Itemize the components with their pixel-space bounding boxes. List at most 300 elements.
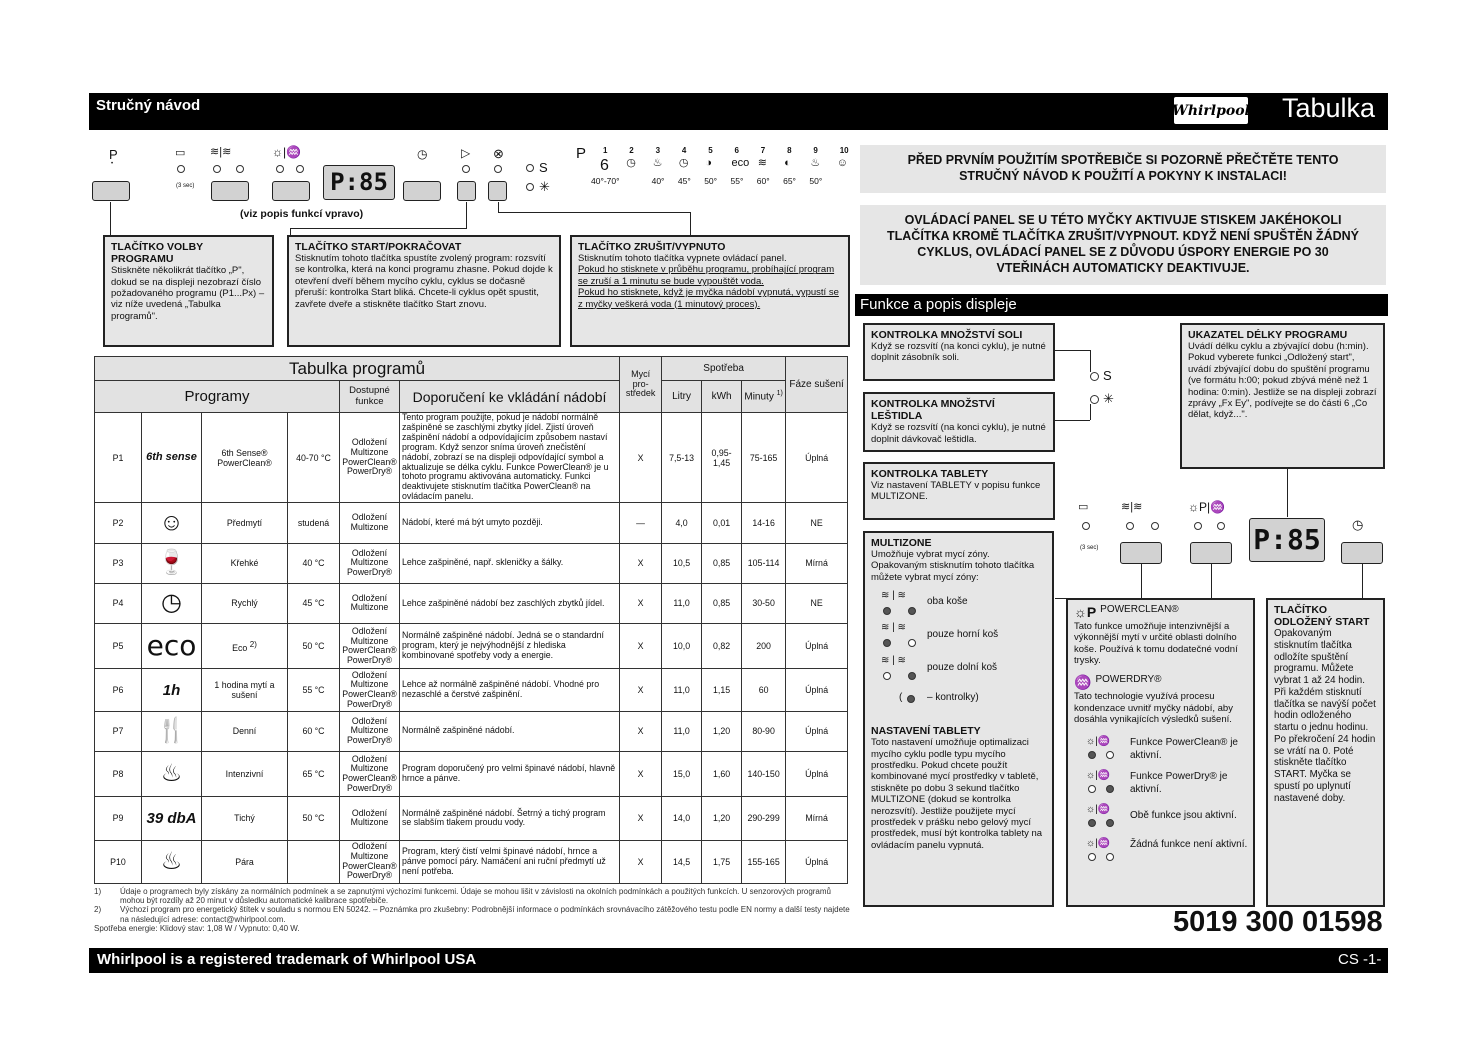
none-state-label: Žádná funkce není aktivní. xyxy=(1130,839,1248,851)
program-kwh: 0,85 xyxy=(702,543,742,583)
tablet-set-text: Toto nastavení umožňuje optimalizaci mycího cyklu podle typu mycího prostředku. Pokud chcete použít kombinované mycí prostředky v tabletě, stiskněte po dobu 3 sekund tlačítko MULTIZONE (dokud se kontrolka nerozsvítí). Jestliže použijete mycí prostředek v prášku nebo gelový mycí prostředek, musí být kontrolka tablety na ovládacím panelu vypnutá. xyxy=(871,737,1043,851)
pd-state-label: Funkce PowerDry® je aktivní. xyxy=(1130,771,1228,795)
multizone-icon: ≋|≋ xyxy=(210,146,232,158)
program-icon xyxy=(142,413,202,503)
multizone-button[interactable] xyxy=(211,181,249,201)
salt-icon-small: S xyxy=(539,160,548,175)
pd-state-led-2 xyxy=(1106,785,1114,793)
multizone-led-right-2 xyxy=(1151,522,1159,530)
warning-1-text: PŘED PRVNÍM POUŽITÍM SPOTŘEBIČE SI POZORNĚ PŘEČTĚTE TENTO STRUČNÝ NÁVOD K POUŽITÍ A POKYNY K INSTALACI! xyxy=(907,153,1339,183)
power-info xyxy=(1066,598,1255,907)
program-table xyxy=(94,356,848,884)
program-name xyxy=(202,543,288,583)
mz-both-led-2 xyxy=(908,607,916,615)
col-recommend: Doporučení ke vkládání nádobí xyxy=(400,381,620,413)
connector-program xyxy=(110,202,111,235)
program-description: Tento program použijte, pokud je nádobí normálně zašpiněné se zaschlými zbytky jídel. Zjistí úroveň zašpinění nádobí a odpovídajícím způsobem nastaví program. Když senzor sníma úroveň zneči̇stění nádobí, zobrazí se na displeji odpovídající symbol a aktualizuje se délka cyklu. Funkce PowerClean® je u tohoto programu aktivována automaticky. Funkci deaktivujete stisknutím tlačítka PowerClean® na ovládacím panelu. xyxy=(400,413,620,503)
multizone-led-2 xyxy=(236,165,244,173)
program-detergent: X xyxy=(620,840,662,883)
program-icon xyxy=(142,583,202,623)
legend-number: 4 xyxy=(681,146,687,155)
cancel-info-text-2: Pokud ho stisknete v průběhu programu, probíhající program se zruší a 1 minutu se bude vypouštět voda. xyxy=(578,264,835,287)
brand-logo-text: Whirlpool xyxy=(1172,102,1250,119)
powerclean-info-title: POWERCLEAN® xyxy=(1100,604,1179,615)
rinse-icon: ✳ xyxy=(1103,391,1114,406)
cancel-info-text-3: Pokud ho stisknete, když je myčka nádobí vypnutá, vypustí se z myčky veškerá voda (1 minutový proces). xyxy=(578,287,839,310)
program-functions: Odložení Multizone PowerDry® xyxy=(340,711,400,751)
salt-info xyxy=(863,323,1055,381)
start-led xyxy=(462,165,470,173)
col-phase: Fáze sušení xyxy=(786,357,848,413)
program-row xyxy=(95,543,848,583)
program-name xyxy=(202,751,288,796)
program-number: P2 xyxy=(95,503,142,543)
program-liters: 11,0 xyxy=(662,711,702,751)
program-phase: Úplná xyxy=(786,669,848,711)
program-label: P xyxy=(109,147,118,162)
col-programs: Programy xyxy=(95,381,340,413)
delay-connector xyxy=(1362,564,1363,598)
program-icon-glyph: ♨ xyxy=(160,847,183,875)
program-detergent: X xyxy=(620,583,662,623)
none-state-led-2 xyxy=(1106,853,1114,861)
program-icon xyxy=(142,711,202,751)
program-number: P6 xyxy=(95,669,142,711)
program-name xyxy=(202,413,288,503)
program-temp: 45 °C xyxy=(288,583,340,623)
program-icon-glyph: 6th sense xyxy=(146,451,197,464)
multizone-button-right[interactable] xyxy=(1120,542,1162,564)
program-detergent: X xyxy=(620,669,662,711)
program-phase: Úplná xyxy=(786,624,848,669)
tablet-icon-right: ▭ xyxy=(1078,501,1089,513)
footnotes xyxy=(94,887,851,933)
program-number: P4 xyxy=(95,583,142,623)
program-button[interactable] xyxy=(92,181,130,201)
salt-icon: S xyxy=(1103,368,1112,383)
program-liters: 15,0 xyxy=(662,751,702,796)
legend-temp: 55° xyxy=(730,176,744,186)
program-info-text: Stiskněte několikrát tlačítko „P", dokud se na displeji nezobrazí číslo požadovaného programu (P1...Px) – viz níže uvedená „Tabulka programů". xyxy=(111,265,265,322)
program-icon xyxy=(142,669,202,711)
program-number: P8 xyxy=(95,751,142,796)
powerdry-led-right xyxy=(1217,522,1225,530)
program-phase: Úplná xyxy=(786,711,848,751)
program-icon-glyph: 1h xyxy=(162,681,181,699)
program-name xyxy=(202,669,288,711)
delay-icon: ◷ xyxy=(417,147,428,161)
cancel-button-info xyxy=(570,235,850,347)
program-temp: 40 °C xyxy=(288,543,340,583)
program-temp xyxy=(288,840,340,883)
powerclean-led xyxy=(276,165,284,173)
program-row xyxy=(95,413,848,503)
program-button-info xyxy=(103,235,274,347)
connector-cancel-v xyxy=(690,212,691,235)
salt-info-text: Když se rozsvítí (na konci cyklu), je nutné doplnit zásobník soli. xyxy=(871,341,1046,364)
connector-start-h xyxy=(290,228,467,229)
powerclean-icon: ☼|♒ xyxy=(272,145,302,159)
functions-title: Funkce a popis displeje xyxy=(860,296,1017,313)
legend-program-icon: ≋ xyxy=(757,157,768,169)
program-name xyxy=(202,711,288,751)
program-description: Lehce zašpiněné nádobí bez zaschlých zbytků jídel. xyxy=(400,583,620,623)
delay-info-text: Opakovaným stisknutím tlačítka odložíte spuštění programu. Můžete vybrat 1 až 24 hodin. Při každém stisknutí tlačítka se navýší počet hodin odloženého startu o jednu hodinu. Po překročení 24 hodin se vrátí na 0. Poté stiskněte tlačítko START. Myčka se spustí po uplynutí nastavené doby. xyxy=(1274,628,1376,804)
mz-upper-label: pouze horní koš xyxy=(927,629,999,641)
program-temp: 60 °C xyxy=(288,711,340,751)
program-row xyxy=(95,503,848,543)
footer-trademark: Whirlpool is a registered trademark of Whirlpool USA xyxy=(97,951,477,968)
hint-text: (viz popis funkcí vpravo) xyxy=(240,208,364,220)
legend-program-icon: ☺ xyxy=(836,157,848,169)
program-phase: Mírná xyxy=(786,543,848,583)
legend-temp: 45° xyxy=(677,176,691,186)
program-icon-glyph: 🍴 xyxy=(156,717,187,745)
program-functions: Odložení Multizone PowerDry® xyxy=(340,543,400,583)
program-kwh: 1,15 xyxy=(702,669,742,711)
program-description: Nádobí, které má být umyto později. xyxy=(400,503,620,543)
program-temp: 55 °C xyxy=(288,669,340,711)
col-minutes-sup: 1) xyxy=(776,390,783,398)
program-liters: 7,5-13 xyxy=(662,413,702,503)
program-row xyxy=(95,583,848,623)
program-icon-glyph: ☺ xyxy=(159,508,184,536)
program-functions: Odložení Multizone PowerClean® PowerDry® xyxy=(340,840,400,883)
multizone-info-title: MULTIZONE xyxy=(871,537,932,549)
legend-program-icon: ♨ xyxy=(810,157,821,169)
legend-number: 10 xyxy=(839,146,849,155)
legend-program-icon: eco xyxy=(731,157,750,169)
footnote-1-label: 1) xyxy=(94,887,102,896)
mz-legend-label: – kontrolky) xyxy=(927,692,979,704)
legend-program-icon: ◷ xyxy=(678,157,689,169)
pc-state-label: Funkce PowerClean® je aktivní. xyxy=(1130,737,1238,761)
program-description: Normálně zašpiněné nádobí. Jedná se o standardní program, který je nejvýhodnější z hlediska kombinované spotřeby vody a energie. xyxy=(400,624,620,669)
program-temp: 50 °C xyxy=(288,624,340,669)
legend-program-icon: 6 xyxy=(600,157,609,174)
program-kwh: 0,82 xyxy=(702,624,742,669)
start-info-title: TLAČÍTKO START/POKRAČOVAT xyxy=(295,241,462,253)
warning-2-text: OVLÁDACÍ PANEL SE U TÉTO MYČKY AKTIVUJE STISKEM JAKÉHOKOLI TLAČÍTKA KROMĚ TLAČÍTKA ZRUŠIT/VYPNOUT. KDYŽ NENÍ SPUŠTĚN ŽÁDNÝ CYKLUS, OVLÁDACÍ PANEL SE Z DŮVODU ÚSPORY ENERGIE PO 30 VTEŘINÁCH AUTOMATICKY DEAKTIVUJE. xyxy=(887,213,1359,275)
both-state-led-1 xyxy=(1088,819,1096,827)
rinse-connector-v xyxy=(1090,404,1091,420)
connector-start xyxy=(466,202,467,228)
program-name-text: 1 hodina mytí a sušení xyxy=(214,680,275,701)
program-name xyxy=(202,797,288,840)
both-state-label: Obě funkce jsou aktivní. xyxy=(1130,810,1237,822)
rinse-info xyxy=(863,392,1055,452)
connector-cancel xyxy=(498,202,499,212)
col-kwh: kWh xyxy=(702,381,742,413)
program-icon xyxy=(142,543,202,583)
start-button[interactable] xyxy=(457,181,476,201)
pd-state-icon: ☼|♒ xyxy=(1086,770,1111,782)
mz-both-led-1 xyxy=(883,607,891,615)
program-info-title: TLAČÍTKO VOLBY PROGRAMU xyxy=(111,241,203,266)
delay-info-title: TLAČÍTKO ODLOŽENÝ START xyxy=(1274,604,1370,629)
pc-state-led-2 xyxy=(1106,751,1114,759)
program-functions: Odložení Multizone PowerClean® PowerDry® xyxy=(340,413,400,503)
multizone-info xyxy=(863,531,1054,907)
mz-both-icon: ≋ | ≋ xyxy=(881,590,906,602)
header-bar-left xyxy=(89,93,855,130)
col-consumption: Spotřeba xyxy=(662,357,786,381)
mz-upper-led-1 xyxy=(883,639,891,647)
program-liters: 11,0 xyxy=(662,669,702,711)
powerdry-info-text: Tato technologie využívá procesu kondenzace uvnitř myčky nádobí, aby dosáhla vynikajících výsledků sušení. xyxy=(1074,691,1233,725)
program-icon xyxy=(142,503,202,543)
program-temp: 65 °C xyxy=(288,751,340,796)
cancel-button[interactable] xyxy=(488,181,507,201)
program-minutes: 30-50 xyxy=(742,583,786,623)
length-info-text: Uvádí délku cyklu a zbývající dobu (h:min). Pokud vyberete funkci „Odložený start", uvádí zbývající dobu do spuštění programu (ve formátu h:00; pokud zbývá méně než 1 hodina: 0:min). Jestliže se na displeji zobrazí zprávy „Fx Ey", podívejte se do části 6 „Co dělat, když...". xyxy=(1188,341,1377,421)
cancel-led xyxy=(494,165,502,173)
legend-temp: 65° xyxy=(783,176,796,186)
powerdry-symbol: ♒ xyxy=(1074,674,1092,691)
footnote-1: Údaje o programech byly získány za normálních podmínek a se zapnutými výchozími funkcemi. Údaje se mohou lišit v závislosti na okolních podmínkách a použitých funkcích. U senzorových programů mohou být rozdíly až 20 minut v důsledku automatické kalibrace spotřebiče. xyxy=(120,887,831,906)
program-icon-glyph: 🍷 xyxy=(156,549,187,577)
mz-upper-icon: ≋ | ≋ xyxy=(881,622,906,634)
program-name-text: Denní xyxy=(232,726,257,737)
legend-program-icon: ◷ xyxy=(626,157,636,169)
legend-number: 3 xyxy=(655,146,661,155)
delay-icon-right: ◷ xyxy=(1352,517,1364,532)
multizone-connector xyxy=(1141,564,1142,598)
tablet-led xyxy=(177,165,185,173)
warning-box-2 xyxy=(860,205,1386,285)
pd-state-led-1 xyxy=(1088,785,1096,793)
document-code: 5019 300 01598 xyxy=(1173,906,1383,938)
mz-lower-led-1 xyxy=(883,672,891,680)
program-name xyxy=(202,503,288,543)
cancel-icon: ⊗ xyxy=(493,146,504,161)
col-liters: Litry xyxy=(662,381,702,413)
program-temp: studená xyxy=(288,503,340,543)
program-name-text: Předmytí xyxy=(226,517,263,528)
footer-page: CS -1- xyxy=(1338,951,1382,968)
program-description: Normálně zašpiněné nádobí. Šetrný a tichý program se slabším tlakem proudu vody. xyxy=(400,797,620,840)
delay-button[interactable] xyxy=(403,181,441,201)
mz-lower-led-2 xyxy=(908,672,916,680)
start-icon: ▷ xyxy=(461,146,471,160)
legend-number: 7 xyxy=(760,146,766,155)
powerclean-info-text: Tato funkce umožňuje intenzivnější a výkonnější mytí v určité oblasti dolního koše. Používá k tomu dodatečné vodní trysky. xyxy=(1074,620,1238,666)
program-phase: NE xyxy=(786,583,848,623)
program-detergent: — xyxy=(620,503,662,543)
program-row xyxy=(95,751,848,796)
program-detergent: X xyxy=(620,711,662,751)
program-kwh: 0,85 xyxy=(702,583,742,623)
program-icon xyxy=(142,751,202,796)
powerclean-button-right[interactable] xyxy=(1190,542,1232,564)
legend-number: 5 xyxy=(708,146,713,155)
cancel-info-text-1: Stisknutím tohoto tlačítka vypnete ovládací panel. xyxy=(578,253,787,265)
tablet-info-title: KONTROLKA TABLETY xyxy=(871,468,989,480)
legend-program-icon: ♨ xyxy=(652,157,663,169)
program-liters: 10,0 xyxy=(662,624,702,669)
powerclean-symbol: ☼P xyxy=(1074,604,1097,620)
salt-connector xyxy=(1055,350,1090,351)
program-detergent: X xyxy=(620,797,662,840)
footnote-2-label: 2) xyxy=(94,905,102,915)
powerdry-header xyxy=(1074,674,1247,691)
tablet-info xyxy=(863,462,1055,520)
legend-number: 6 xyxy=(734,146,739,155)
brand-logo xyxy=(1172,95,1250,126)
program-phase: Úplná xyxy=(786,413,848,503)
powerclean-button[interactable] xyxy=(272,181,310,201)
legend-temp: 40°-70° xyxy=(591,176,620,186)
footnote-2: Výchozí program pro energetický štítek v souladu s normou EN 50242. – Poznámka pro zkušebny: Podrobnější informace o podmínkách srovnávacího zátěžového testu podle EN normy a další testy najdete na následující adrese: contact@whirlpool.com. xyxy=(120,905,850,924)
col-detergent: Mycí pro-středek xyxy=(620,357,662,413)
start-button-info xyxy=(287,235,561,347)
program-icon xyxy=(142,624,202,669)
length-info-title: UKAZATEL DÉLKY PROGRAMU xyxy=(1188,329,1348,341)
program-name xyxy=(202,583,288,623)
program-functions: Odložení Multizone PowerClean® PowerDry® xyxy=(340,669,400,711)
salt-info-title: KONTROLKA MNOŽSTVÍ SOLI xyxy=(871,329,1023,341)
delay-button-right[interactable] xyxy=(1341,542,1383,564)
program-name-text: Rychlý xyxy=(231,598,258,609)
program-icon-glyph: ◷ xyxy=(161,589,182,617)
program-phase: NE xyxy=(786,503,848,543)
tablet-led-right xyxy=(1082,522,1090,530)
cancel-info-title: TLAČÍTKO ZRUŠIT/VYPNUTO xyxy=(578,241,726,253)
none-state-icon: ☼|♒ xyxy=(1086,838,1111,850)
control-display: P:85 xyxy=(323,165,395,200)
program-kwh: 1,60 xyxy=(702,751,742,796)
program-detergent: X xyxy=(620,543,662,583)
mz-upper-led-2 xyxy=(908,639,916,647)
program-name-text: Křehké xyxy=(230,558,259,569)
rinse-connector xyxy=(1055,420,1090,421)
legend-temp: 60° xyxy=(756,176,770,186)
program-kwh: 1,20 xyxy=(702,797,742,840)
col-minutes xyxy=(742,381,786,413)
program-functions: Odložení Multizone PowerClean® PowerDry® xyxy=(340,624,400,669)
legend-temp: 40° xyxy=(651,176,665,186)
energy-note: Spotřeba energie: Klidový stav: 1,08 W / Vypnuto: 0,40 W. xyxy=(94,923,300,933)
program-minutes: 290-299 xyxy=(742,797,786,840)
legend-number: 2 xyxy=(629,146,634,155)
program-icon-glyph: ♨ xyxy=(160,760,183,788)
legend-number: 9 xyxy=(813,146,818,155)
program-liters: 10,5 xyxy=(662,543,702,583)
program-functions: Odložení Multizone xyxy=(340,797,400,840)
powerclean-led-right xyxy=(1194,522,1202,530)
legend-p: P xyxy=(576,145,587,162)
start-info-text: Stisknutím tohoto tlačítka spustíte zvolený program: rozsvítí se kontrolka, která na konci programu zhasne. Pokud dojde k otevření dveří během mycího cyklu, cyklus se dočasně přeruší: kontrolka Start bliká. Chcete-li cyklus opět spustit, zavřete dveře a stiskněte tlačítko Start znovu. xyxy=(295,253,553,310)
pc-state-icon: ☼|♒ xyxy=(1086,736,1111,748)
program-functions: Odložení Multizone xyxy=(340,583,400,623)
powerdry-led xyxy=(296,165,304,173)
program-kwh: 0,01 xyxy=(702,503,742,543)
multizone-led-right-1 xyxy=(1126,522,1134,530)
program-name xyxy=(202,840,288,883)
tablet-icon: ▭ xyxy=(175,147,186,159)
multizone-led-1 xyxy=(213,165,221,173)
connector-cancel-h xyxy=(498,212,690,213)
program-number: P10 xyxy=(95,840,142,883)
program-name-text: 6th Sense® PowerClean® xyxy=(217,447,272,468)
salt-led xyxy=(1090,372,1099,381)
program-name-text: Intenzivní xyxy=(225,769,264,780)
legend-temp: 50° xyxy=(809,176,823,186)
program-detergent: X xyxy=(620,751,662,796)
program-number: P7 xyxy=(95,711,142,751)
program-minutes: 75-165 xyxy=(742,413,786,503)
col-functions: Dostupné funkce xyxy=(340,381,400,413)
program-number: P1 xyxy=(95,413,142,503)
program-phase: Mírná xyxy=(786,797,848,840)
program-name-text: Pára xyxy=(235,856,254,867)
program-functions: Odložení Multizone PowerClean® PowerDry® xyxy=(340,751,400,796)
mz-both-label: oba koše xyxy=(927,596,968,608)
program-minutes: 140-150 xyxy=(742,751,786,796)
legend-number: 8 xyxy=(787,146,792,155)
power-states xyxy=(1074,731,1247,861)
program-table-body xyxy=(95,413,848,884)
powerdry-info-title: POWERDRY® xyxy=(1095,674,1162,686)
program-detergent: X xyxy=(620,624,662,669)
mz-lower-label: pouze dolní koš xyxy=(927,662,998,674)
program-temp: 40-70 °C xyxy=(288,413,340,503)
program-icon-glyph: eco xyxy=(146,629,197,663)
col-minutes-label: Minuty xyxy=(744,391,774,403)
program-description: Normálně zašpiněné nádobí. xyxy=(400,711,620,751)
program-row xyxy=(95,797,848,840)
program-minutes: 155-165 xyxy=(742,840,786,883)
program-row xyxy=(95,840,848,883)
mz-legend-open: ( xyxy=(899,692,903,704)
multizone-info-text: Umožňuje vybrat mycí zóny. Opakovaným stisknutím tohoto tlačítka můžete vybrat mycí zóny: xyxy=(871,549,1035,583)
legend-program-icon: ◐ xyxy=(784,157,791,169)
length-connector xyxy=(1287,469,1288,517)
powerclean-header xyxy=(1074,604,1247,621)
none-state-led-1 xyxy=(1088,853,1096,861)
delay-info xyxy=(1266,598,1385,907)
program-kwh: 0,95-1,45 xyxy=(702,413,742,503)
program-icon xyxy=(142,840,202,883)
table-title: Tabulka programů xyxy=(95,357,620,381)
program-name-text: Tichý xyxy=(234,813,255,824)
pc-state-led-1 xyxy=(1088,751,1096,759)
warning-box-1 xyxy=(860,145,1386,193)
program-description: Program, který čistí velmi špinavé nádobí, hrnce a pánve pomocí páry. Namáčení ani ruční předmytí už není potřeba. xyxy=(400,840,620,883)
multizone-options xyxy=(871,583,1046,713)
powerclean-icon-right: ☼P|♒ xyxy=(1188,500,1226,514)
program-liters: 11,0 xyxy=(662,583,702,623)
program-row xyxy=(95,711,848,751)
program-name xyxy=(202,624,288,669)
both-state-led-2 xyxy=(1106,819,1114,827)
program-minutes: 200 xyxy=(742,624,786,669)
program-description: Lehce až normálně zašpiněné nádobí. Vhodné pro nezaschlé a čerstvé zašpinění. xyxy=(400,669,620,711)
program-icon-glyph: 39 dbA xyxy=(146,809,197,827)
header-left-title: Stručný návod xyxy=(96,97,201,114)
sec-label-right: (3 sec) xyxy=(1080,545,1099,551)
mz-lower-icon: ≋ | ≋ xyxy=(881,655,906,667)
program-row xyxy=(95,624,848,669)
program-description: Lehce zašpiněné, např. skleničky a šálky. xyxy=(400,543,620,583)
rinse-led-small xyxy=(526,183,534,191)
tablet-set-title: NASTAVENÍ TABLETY xyxy=(871,725,981,738)
program-dot: • xyxy=(111,161,114,167)
program-liters: 14,0 xyxy=(662,797,702,840)
legend-program-icon: ◑ xyxy=(705,157,712,169)
program-temp: 50 °C xyxy=(288,797,340,840)
powerclean-connector xyxy=(1211,564,1212,598)
